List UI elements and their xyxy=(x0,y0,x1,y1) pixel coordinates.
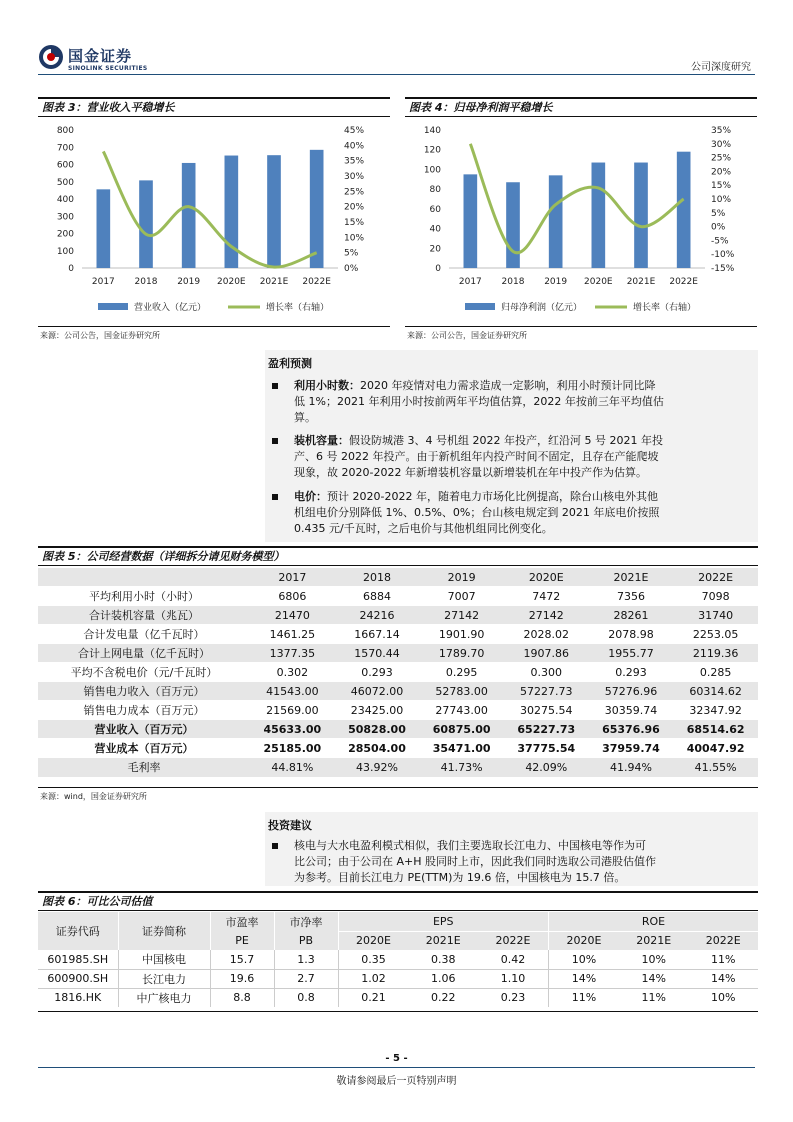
bullet-lead: 电价： xyxy=(294,490,327,503)
y-tick-label: 100 xyxy=(423,165,441,176)
cell: 0.42 xyxy=(478,950,548,969)
y-tick-label: 120 xyxy=(423,145,441,156)
cell: 41543.00 xyxy=(250,682,335,701)
growth-line xyxy=(470,144,683,253)
y2-tick-label: 25% xyxy=(344,187,365,198)
cell: 6884 xyxy=(335,587,420,606)
bullet-line: 预计 2020-2022 年，随着电力市场化比例提高，除台山核电外其他 xyxy=(327,490,658,503)
cell: 60314.62 xyxy=(673,682,758,701)
cell: 37959.74 xyxy=(589,739,674,758)
bar xyxy=(139,180,153,268)
invest-bullet xyxy=(272,838,758,886)
bullet-line: 0.435 元/千瓦时，之后电价与其他机组同比例变化。 xyxy=(294,522,553,535)
figure-5-bottom-rule xyxy=(38,787,758,788)
table-row xyxy=(38,988,758,1007)
cell: 8.8 xyxy=(210,988,274,1007)
header-pb-sub: PB xyxy=(274,931,338,950)
y2-tick-label: 5% xyxy=(711,208,726,219)
cell: 41.73% xyxy=(419,758,504,777)
cell: 43.92% xyxy=(335,758,420,777)
cell: 1.3 xyxy=(274,950,338,969)
cell: 60875.00 xyxy=(419,720,504,739)
cell: 0.23 xyxy=(478,988,548,1007)
cell: 1667.14 xyxy=(335,625,420,644)
cell: 23425.00 xyxy=(335,701,420,720)
x-tick-label: 2022E xyxy=(302,277,331,287)
cell: 1570.44 xyxy=(335,644,420,663)
cell: 68514.62 xyxy=(673,720,758,739)
y2-tick-label: 20% xyxy=(711,167,732,178)
cell: 30359.74 xyxy=(589,701,674,720)
cell: 10% xyxy=(641,952,666,966)
cell: 0.302 xyxy=(250,663,335,682)
cell: 0.8 xyxy=(274,988,338,1007)
bullet-line: 低 1%；2021 年利用小时按前两年平均值估算，2022 年按前三年平均值估 xyxy=(294,395,664,408)
cell: 7098 xyxy=(673,587,758,606)
cell: 10% xyxy=(711,991,736,1005)
cell: 50828.00 xyxy=(335,720,420,739)
cell: 2253.05 xyxy=(673,625,758,644)
row-label: 毛利率 xyxy=(38,758,250,777)
bar xyxy=(464,174,478,268)
cell: 1955.77 xyxy=(589,644,674,663)
y-tick-label: 0 xyxy=(68,264,74,274)
x-tick-label: 2022E xyxy=(669,277,698,287)
y2-tick-label: 35% xyxy=(711,126,732,136)
cell: 52783.00 xyxy=(419,682,504,701)
y2-tick-label: 10% xyxy=(344,233,365,244)
header-pe: 市盈率 xyxy=(210,912,274,931)
y2-tick-label: 30% xyxy=(344,172,365,182)
bar xyxy=(182,163,196,268)
cell: 19.6 xyxy=(210,969,274,988)
cell: 41.94% xyxy=(589,758,674,777)
cell: 7356 xyxy=(589,587,674,606)
cell: 0.22 xyxy=(430,991,456,1005)
cell: 中广核电力 xyxy=(118,988,210,1007)
bar xyxy=(506,182,520,268)
header-eps: EPS xyxy=(338,912,548,931)
y2-tick-label: 40% xyxy=(344,141,365,152)
y2-tick-label: 45% xyxy=(344,126,365,136)
bar xyxy=(97,189,111,268)
bullet-line: 机组电价分别降低 1%、0.5%、0%；台山核电规定到 2021 年底电价按照 xyxy=(294,506,660,519)
cell: 42.09% xyxy=(504,758,589,777)
table-row xyxy=(38,739,758,758)
year-header: 2022E xyxy=(688,931,758,950)
operating-data-table xyxy=(38,567,758,777)
legend-line-label: 增长率（右轴） xyxy=(266,303,330,313)
cell: 28261 xyxy=(589,606,674,625)
row-label: 平均不含税电价（元/千瓦时） xyxy=(38,663,250,682)
bullet-line: 核电与大水电盈利模式相似，我们主要选取长江电力、中国核电等作为可 xyxy=(294,839,646,852)
y-tick-label: 800 xyxy=(56,126,74,136)
x-tick-label: 2019 xyxy=(544,277,568,287)
y-tick-label: 140 xyxy=(423,126,441,136)
y-tick-label: 300 xyxy=(56,212,74,223)
bullet-square-icon xyxy=(272,383,278,389)
cell: 21569.00 xyxy=(250,701,335,720)
cell: 1901.90 xyxy=(419,625,504,644)
header-pe-sub: PE xyxy=(210,931,274,950)
bullet-square-icon xyxy=(272,494,278,500)
bar xyxy=(310,150,324,268)
x-tick-label: 2018 xyxy=(501,277,525,287)
cell: 1461.25 xyxy=(250,625,335,644)
cell: 2028.02 xyxy=(504,625,589,644)
cell: 65227.73 xyxy=(504,720,589,739)
figure-4-bottom-rule xyxy=(405,326,757,327)
figure-3-chart xyxy=(38,118,390,322)
bullet-line: 为参考。目前长江电力 PE(TTM)为 19.6 倍，中国核电为 15.7 倍。 xyxy=(294,871,626,884)
year-header: 2017 xyxy=(250,568,335,587)
cell: 长江电力 xyxy=(118,969,210,988)
cell: 0.293 xyxy=(589,663,674,682)
cell: 25185.00 xyxy=(250,739,335,758)
forecast-bullet-hours xyxy=(272,378,758,426)
bullet-line: 2020 年疫情对电力需求造成一定影响，利用小时预计同比降 xyxy=(360,379,656,392)
legend-bar-label: 营业收入（亿元） xyxy=(134,303,207,313)
year-header: 2022E xyxy=(673,568,758,587)
figure-6-bottom-rule xyxy=(38,1011,758,1012)
cell: 30275.54 xyxy=(504,701,589,720)
cell: 21470 xyxy=(250,606,335,625)
figure-4-title: 图表 4：归母净利润平稳增长 xyxy=(405,97,757,117)
figure-6-title: 图表 6：可比公司估值 xyxy=(38,891,758,911)
bullet-lead: 利用小时数： xyxy=(294,379,360,392)
logo-mark-icon xyxy=(38,44,64,70)
cell: 11% xyxy=(641,991,666,1005)
cell: 1377.35 xyxy=(250,644,335,663)
cell: 57227.73 xyxy=(504,682,589,701)
y2-tick-label: 15% xyxy=(711,181,732,192)
cell: 46072.00 xyxy=(335,682,420,701)
bar xyxy=(592,163,606,268)
row-label: 合计装机容量（兆瓦） xyxy=(38,606,250,625)
cell: 11% xyxy=(711,952,736,966)
cell: 14% xyxy=(711,972,736,985)
bullet-line: 算。 xyxy=(294,411,316,424)
y2-tick-label: 25% xyxy=(711,153,732,164)
header-code: 证券代码 xyxy=(38,912,118,950)
cell: 27142 xyxy=(504,606,589,625)
cell: 2.7 xyxy=(274,969,338,988)
bar xyxy=(677,152,691,268)
y-tick-label: 200 xyxy=(56,229,74,240)
cell: 1.10 xyxy=(478,969,548,988)
cell: 中国核电 xyxy=(118,950,210,969)
cell: 0.21 xyxy=(361,991,386,1005)
y2-tick-label: 20% xyxy=(344,202,365,213)
cell: 27142 xyxy=(419,606,504,625)
row-label: 合计上网电量（亿千瓦时） xyxy=(38,644,250,663)
table-row xyxy=(38,950,758,969)
cell: 37775.54 xyxy=(504,739,589,758)
cell: 11% xyxy=(571,991,597,1005)
y-tick-label: 400 xyxy=(56,195,74,205)
forecast-bullet-price xyxy=(272,489,758,537)
logo-name: 国金证券 xyxy=(68,47,133,65)
legend-line-label: 增长率（右轴） xyxy=(633,303,697,313)
cell: 7007 xyxy=(419,587,504,606)
cell: 1789.70 xyxy=(419,644,504,663)
x-tick-label: 2020E xyxy=(584,277,613,287)
y-tick-label: 700 xyxy=(56,143,74,154)
table-row xyxy=(38,587,758,606)
cell: 15.7 xyxy=(210,950,274,969)
cell: 1816.HK xyxy=(38,988,118,1007)
table-row xyxy=(38,625,758,644)
figure-4-chart xyxy=(405,118,757,322)
table-row xyxy=(38,720,758,739)
bullet-line: 现象，故 2020-2022 年新增装机容量以新增装机在年中投产作为估算。 xyxy=(294,466,647,479)
year-header: 2020E xyxy=(338,931,408,950)
y2-tick-label: 0% xyxy=(344,264,359,274)
cell: 600900.SH xyxy=(38,969,118,988)
y2-tick-label: 30% xyxy=(711,139,732,150)
footer-divider xyxy=(38,1067,755,1068)
bar xyxy=(267,155,281,268)
table-row xyxy=(38,701,758,720)
x-tick-label: 2020E xyxy=(217,277,246,287)
figure-5-title: 图表 5：公司经营数据（详细拆分请见财务模型） xyxy=(38,546,758,566)
logo-subtitle: SINOLINK SECURITIES xyxy=(68,65,148,72)
cell: 1.06 xyxy=(430,972,456,985)
bullet-line: 假设防城港 3、4 号机组 2022 年投产，红沿河 5 号 2021 年投 xyxy=(349,434,663,447)
page-number: - 5 - xyxy=(385,1053,408,1064)
bullet-line: 比公司；由于公司在 A+H 股同时上市，因此我们同时选取公司港股估值作 xyxy=(294,855,657,868)
cell: 10% xyxy=(571,952,597,966)
legend-bar-swatch xyxy=(98,303,128,310)
table-row xyxy=(38,663,758,682)
year-header: 2020E xyxy=(548,931,618,950)
year-header: 2018 xyxy=(335,568,420,587)
y2-tick-label: -10% xyxy=(711,250,735,261)
cell: 0.295 xyxy=(419,663,504,682)
cell: 0.293 xyxy=(335,663,420,682)
year-header: 2019 xyxy=(419,568,504,587)
row-label: 销售电力收入（百万元） xyxy=(38,682,250,701)
cell: 35471.00 xyxy=(419,739,504,758)
cell: 0.300 xyxy=(504,663,589,682)
growth-line xyxy=(103,151,316,267)
cell: 0.38 xyxy=(430,952,456,966)
cell: 65376.96 xyxy=(589,720,674,739)
bar xyxy=(549,175,563,268)
cell: 14% xyxy=(641,972,666,985)
y2-tick-label: -15% xyxy=(711,264,735,274)
table-row xyxy=(38,758,758,777)
legend-bar-label: 归母净利润（亿元） xyxy=(501,303,583,313)
y-tick-label: 500 xyxy=(56,177,74,188)
header-pb: 市净率 xyxy=(274,912,338,931)
y-tick-label: 40 xyxy=(429,224,441,235)
y-tick-label: 600 xyxy=(56,160,74,171)
year-header: 2022E xyxy=(478,931,548,950)
y2-tick-label: 10% xyxy=(711,195,732,205)
forecast-bullet-capacity xyxy=(272,433,758,481)
x-tick-label: 2017 xyxy=(458,277,482,287)
cell: 44.81% xyxy=(250,758,335,777)
year-header: 2021E xyxy=(589,568,674,587)
bullet-lead: 装机容量： xyxy=(294,434,349,447)
cell: 6806 xyxy=(250,587,335,606)
row-label: 平均利用小时（小时） xyxy=(38,587,250,606)
x-tick-label: 2017 xyxy=(91,277,115,287)
cell: 31740 xyxy=(673,606,758,625)
header-section: 公司深度研究 xyxy=(691,62,751,73)
header-name: 证券简称 xyxy=(118,912,210,950)
cell: 2078.98 xyxy=(589,625,674,644)
y2-tick-label: 15% xyxy=(344,218,365,228)
cell: 1907.86 xyxy=(504,644,589,663)
cell: 45633.00 xyxy=(250,720,335,739)
cell: 1.02 xyxy=(361,972,386,985)
bullet-square-icon xyxy=(272,843,278,849)
cell: 601985.SH xyxy=(38,950,118,969)
cell: 41.55% xyxy=(673,758,758,777)
row-label: 营业成本（百万元） xyxy=(38,739,250,758)
year-header: 2021E xyxy=(408,931,478,950)
x-tick-label: 2021E xyxy=(626,277,656,287)
cell: 0.35 xyxy=(361,952,386,966)
header-roe: ROE xyxy=(548,912,758,931)
year-header: 2020E xyxy=(504,568,589,587)
y-tick-label: 80 xyxy=(429,185,441,196)
figure-3-bottom-rule xyxy=(38,326,390,327)
cell: 27743.00 xyxy=(419,701,504,720)
header-divider xyxy=(38,74,755,75)
x-tick-label: 2021E xyxy=(259,277,289,287)
cell: 40047.92 xyxy=(673,739,758,758)
row-label: 合计发电量（亿千瓦时） xyxy=(38,625,250,644)
x-tick-label: 2019 xyxy=(177,277,201,287)
y-tick-label: 60 xyxy=(429,204,441,215)
cell: 2119.36 xyxy=(673,644,758,663)
y-tick-label: 20 xyxy=(429,244,441,255)
cell: 32347.92 xyxy=(673,701,758,720)
logo xyxy=(38,44,158,72)
x-tick-label: 2018 xyxy=(134,277,158,287)
bullet-square-icon xyxy=(272,438,278,444)
cell: 7472 xyxy=(504,587,589,606)
cell: 0.285 xyxy=(673,663,758,682)
table-row xyxy=(38,682,758,701)
y2-tick-label: 35% xyxy=(344,156,365,167)
invest-heading: 投资建议 xyxy=(268,819,312,832)
table-row xyxy=(38,606,758,625)
cell: 57276.96 xyxy=(589,682,674,701)
cell: 14% xyxy=(571,972,597,985)
figure-3-title: 图表 3：营业收入平稳增长 xyxy=(38,97,390,117)
cell: 28504.00 xyxy=(335,739,420,758)
row-label: 营业收入（百万元） xyxy=(38,720,250,739)
y2-tick-label: 5% xyxy=(344,248,359,259)
cell: 24216 xyxy=(335,606,420,625)
bullet-line: 产、6 号 2022 年投产。由于新机组年内投产时间不固定，且存在产能爬坡 xyxy=(294,450,659,463)
figure-3-source: 来源：公司公告，国金证券研究所 xyxy=(40,331,160,340)
y-tick-label: 100 xyxy=(56,246,74,257)
figure-4-source: 来源：公司公告，国金证券研究所 xyxy=(407,331,527,340)
y-tick-label: 0 xyxy=(435,264,441,274)
row-label: 销售电力成本（百万元） xyxy=(38,701,250,720)
bar xyxy=(634,163,648,268)
figure-5-source: 来源：wind，国金证券研究所 xyxy=(40,792,147,801)
legend-bar-swatch xyxy=(465,303,495,310)
table-row xyxy=(38,969,758,988)
table-row xyxy=(38,644,758,663)
valuation-table xyxy=(38,912,758,1007)
year-header: 2021E xyxy=(619,931,689,950)
y2-tick-label: 0% xyxy=(711,222,726,233)
profit-forecast-heading: 盈利预测 xyxy=(268,357,312,370)
y2-tick-label: -5% xyxy=(711,236,729,247)
footer-note: 敬请参阅最后一页特别声明 xyxy=(336,1076,457,1087)
